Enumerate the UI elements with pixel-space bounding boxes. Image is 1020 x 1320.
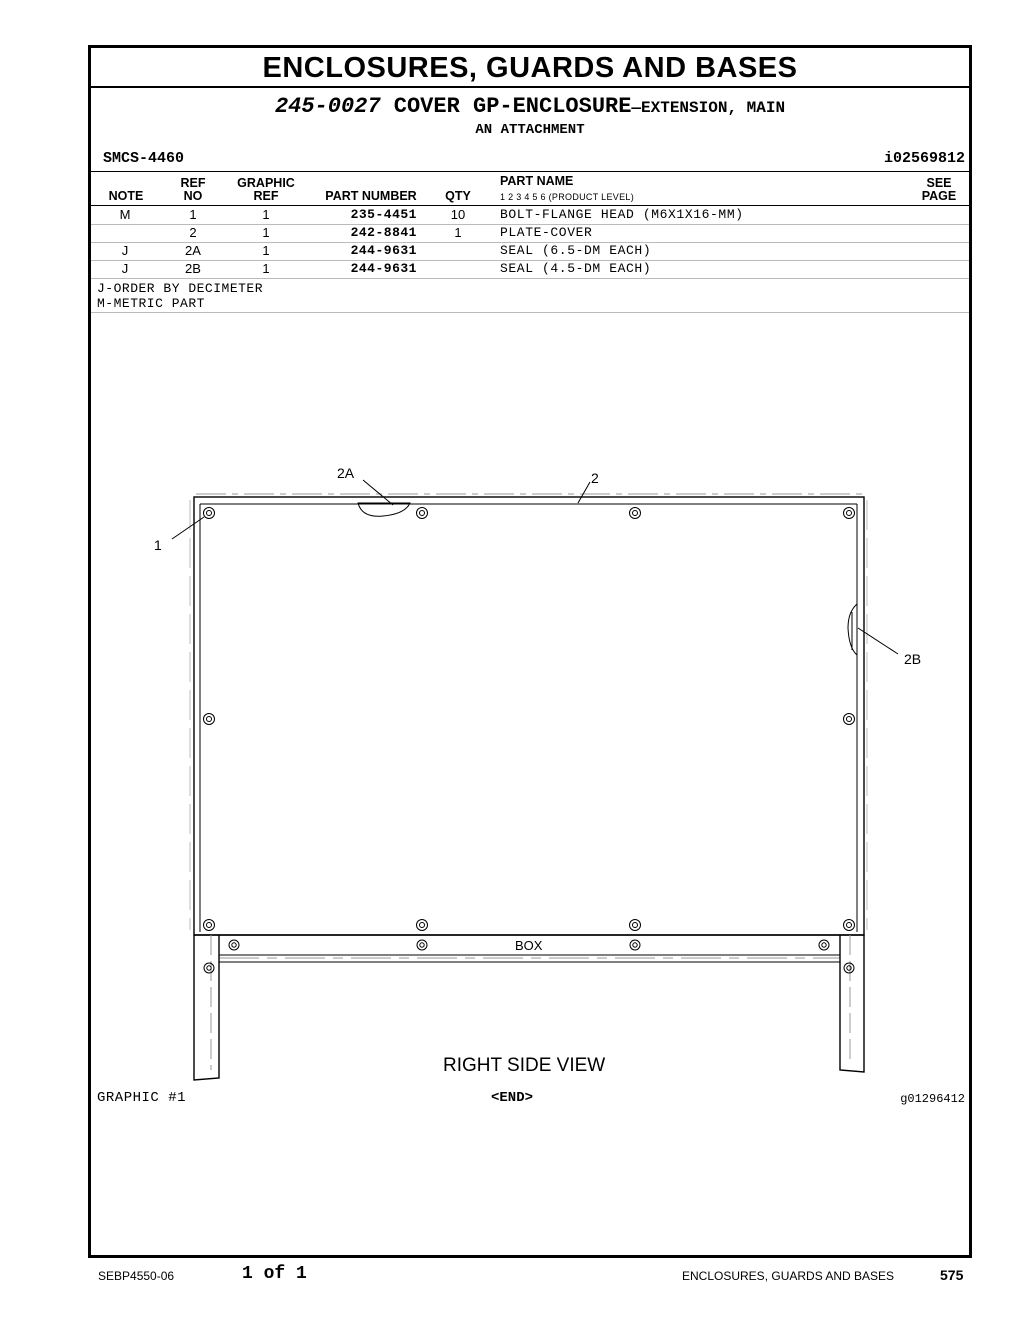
page-frame xyxy=(88,45,972,1258)
group-name: COVER GP-ENCLOSURE xyxy=(393,94,632,119)
seal-2a-shape xyxy=(358,503,410,516)
row-part-number[interactable]: 242-8841 xyxy=(350,225,417,240)
row-ref: 2A xyxy=(185,243,201,258)
row-qty: 10 xyxy=(450,207,466,222)
col-part-number: PART NUMBER xyxy=(325,189,417,203)
row-note: M xyxy=(119,207,131,222)
row-part-name: SEAL (6.5-DM EACH) xyxy=(500,243,652,258)
left-leg xyxy=(194,935,219,1080)
bolt-holes xyxy=(204,508,855,974)
graphic-number: g01296412 xyxy=(900,1092,965,1106)
box-label: BOX xyxy=(515,938,543,953)
right-leg xyxy=(840,935,864,1072)
row-note: J xyxy=(121,261,129,276)
row-part-name: BOLT-FLANGE HEAD (M6X1X16-MM) xyxy=(500,207,744,222)
row-part-name: PLATE-COVER xyxy=(500,225,593,240)
footer-page-number: 575 xyxy=(940,1267,964,1283)
callout-2b: 2B xyxy=(904,651,922,667)
row-ref: 2B xyxy=(185,261,201,276)
view-label: RIGHT SIDE VIEW xyxy=(443,1055,606,1076)
row-part-number[interactable]: 235-4451 xyxy=(350,207,417,222)
end-marker: <END> xyxy=(491,1090,534,1106)
col-note: NOTE xyxy=(108,189,144,203)
panel-outline xyxy=(194,497,864,935)
col-part-name: PART NAME xyxy=(500,174,574,188)
leader-1 xyxy=(172,517,204,539)
row-graphic-ref: 1 xyxy=(262,243,270,258)
row-note: J xyxy=(121,243,129,258)
col-qty: QTY xyxy=(445,189,471,203)
col-see-top: SEE xyxy=(926,176,952,190)
row-qty: 1 xyxy=(454,225,462,240)
col-product-level: 1 2 3 4 5 6 (PRODUCT LEVEL) xyxy=(500,192,634,202)
col-see-bottom: PAGE xyxy=(921,189,957,203)
row-part-number[interactable]: 244-9631 xyxy=(350,243,417,258)
row-graphic-ref: 1 xyxy=(262,225,270,240)
group-number: 245-0027 xyxy=(274,94,381,119)
row-ref: 2 xyxy=(189,225,197,240)
col-ref-top: REF xyxy=(180,176,206,190)
col-graphic-top: GRAPHIC xyxy=(237,176,295,190)
footer-doc-number: SEBP4550-06 xyxy=(98,1269,175,1283)
illustration-id: i02569812 xyxy=(883,150,965,167)
footer-page-of: 1 of 1 xyxy=(242,1264,307,1284)
attachment-label: AN ATTACHMENT xyxy=(475,122,585,138)
graphic-label: GRAPHIC #1 xyxy=(97,1090,187,1106)
callout-2: 2 xyxy=(591,470,599,486)
callout-1: 1 xyxy=(154,537,162,553)
row-graphic-ref: 1 xyxy=(262,261,270,276)
row-ref: 1 xyxy=(189,207,197,222)
leader-2 xyxy=(578,482,590,503)
col-graphic-bottom: REF xyxy=(253,189,279,203)
row-graphic-ref: 1 xyxy=(262,207,270,222)
smcs-code: SMCS-4460 xyxy=(103,150,185,167)
footer-section: ENCLOSURES, GUARDS AND BASES xyxy=(682,1269,895,1283)
row-part-name: SEAL (4.5-DM EACH) xyxy=(500,261,652,276)
group-suffix: —EXTENSION, MAIN xyxy=(631,99,786,117)
leader-2a xyxy=(363,480,393,505)
note-j: J-ORDER BY DECIMETER xyxy=(97,281,264,296)
parts-diagram xyxy=(91,48,969,1148)
note-m: M-METRIC PART xyxy=(97,296,205,311)
row-part-number[interactable]: 244-9631 xyxy=(350,261,417,276)
col-ref-bottom: NO xyxy=(183,189,203,203)
callout-2a: 2A xyxy=(337,465,355,481)
section-title: ENCLOSURES, GUARDS AND BASES xyxy=(91,48,969,88)
